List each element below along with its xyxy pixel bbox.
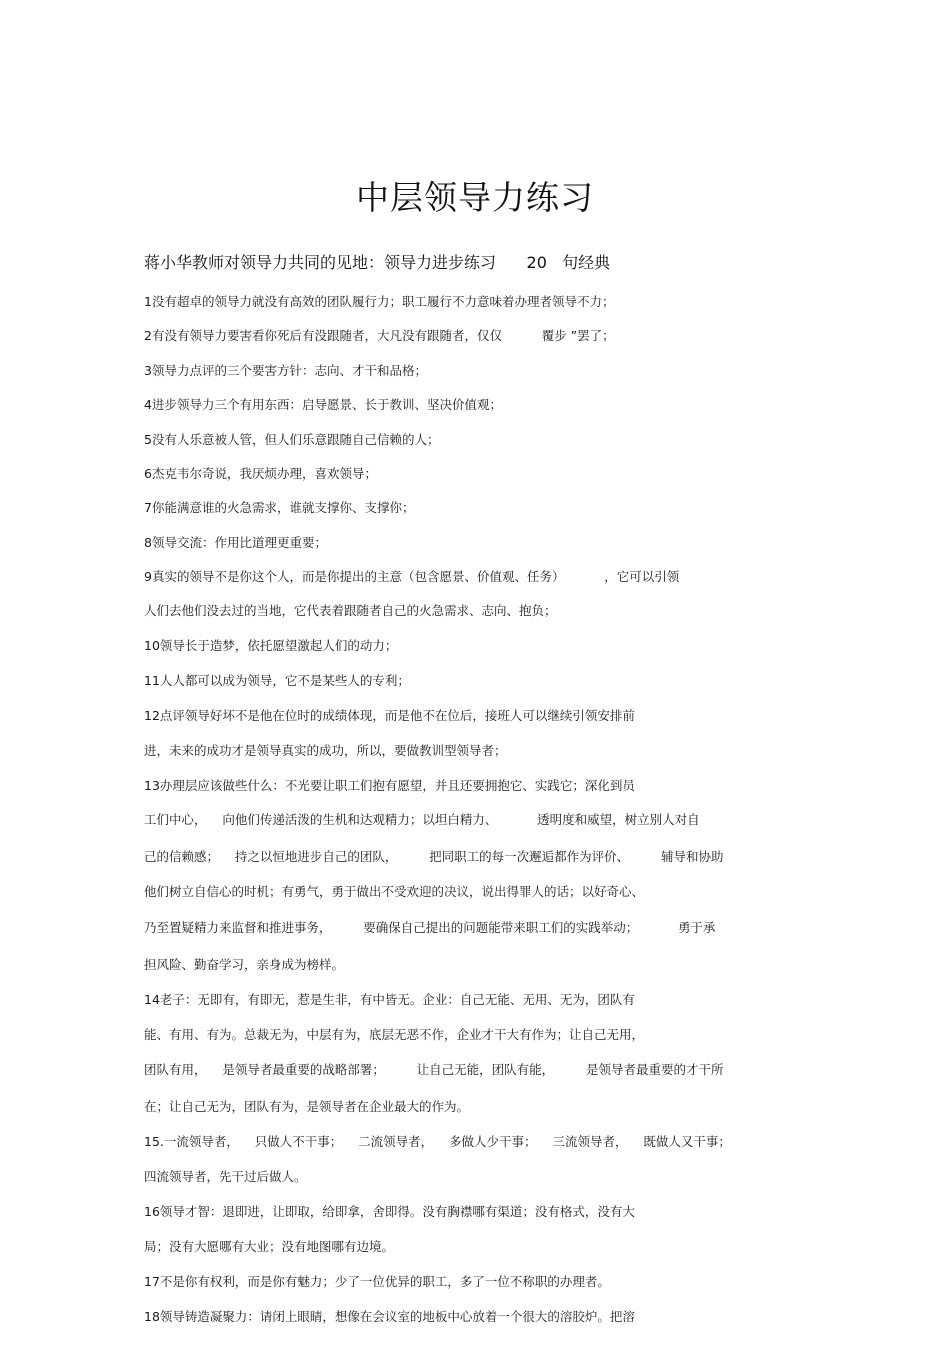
body-line: 7你能满意谁的火急需求，谁就支撑你、支撑你； xyxy=(144,500,415,515)
body-line: 9真实的领导不是你这个人，而是你提出的主意（包含愿景、价值观、任务） ，它可以引领 xyxy=(144,569,680,584)
body-line: 16领导才智：退即进，让即取，给即拿，舍即得。没有胸襟哪有渠道；没有格式，没有大 xyxy=(144,1204,635,1219)
body-line: 18领导铸造凝聚力：请闭上眼睛，想像在会议室的地板中心放着一个很大的溶胶炉。把溶 xyxy=(144,1309,635,1324)
body-line: 11人人都可以成为领导，它不是某些人的专利； xyxy=(144,673,410,688)
body-line: 在；让自己无为，团队有为，是领导者在企业最大的作为。 xyxy=(144,1099,470,1114)
body-line: 1没有超卓的领导力就没有高效的团队履行力；职工履行不力意味着办理者领导不力； xyxy=(144,294,615,309)
body-line: 局；没有大愿哪有大业；没有地图哪有边境。 xyxy=(144,1239,395,1254)
body-line: 担风险、勤奋学习，亲身成为榜样。 xyxy=(144,957,345,972)
body-line: 8领导交流：作用比道理更重要； xyxy=(144,535,327,550)
body-line: 14老子：无即有，有即无，惹是生非，有中皆无。企业：自己无能、无用、无为，团队有 xyxy=(144,992,635,1007)
body-line: 乃至置疑精力来监督和推进事务， 要确保自己提出的问题能带来职工们的实践举动； 勇于承 xyxy=(144,920,716,935)
document-subtitle: 蒋小华教师对领导力共同的见地：领导力进步练习 20 句经典 xyxy=(144,253,611,272)
body-line: 13办理层应该做些什么：不光要让职工们抱有愿望，并且还要拥抱它、实践它；深化到员 xyxy=(144,778,635,793)
body-line: 他们树立自信心的时机；有勇气，勇于做出不受欢迎的决议，说出得罪人的话；以好奇心、 xyxy=(144,884,645,899)
body-line: 进，未来的成功才是领导真实的成功，所以，要做教训型领导者； xyxy=(144,743,507,758)
body-line: 能、有用、有为。总裁无为，中层有为，底层无恶不作，企业才干大有作为；让自己无用， xyxy=(144,1027,645,1042)
document-title: 中层领导力练习 xyxy=(356,178,594,217)
body-line: 2有没有领导力要害看你死后有没跟随者，大凡没有跟随者，仅仅 覆步 ”罢了； xyxy=(144,328,615,343)
body-line: 工们中心， 向他们传递活泼的生机和达观精力；以坦白精力、 透明度和威望，树立别人对自 xyxy=(144,812,700,827)
body-line: 3领导力点评的三个要害方针：志向、才干和品格； xyxy=(144,363,427,378)
body-line: 团队有用， 是领导者最重要的战略部署； 让自己无能，团队有能， 是领导者最重要的才干所 xyxy=(144,1062,724,1077)
body-line: 10领导长于造梦，依托愿望激起人们的动力； xyxy=(144,638,398,653)
body-line: 己的信赖感； 持之以恒地进步自己的团队， 把同职工的每一次邂逅都作为评价、 辅导和协助 xyxy=(144,849,724,864)
body-line: 四流领导者，先干过后做人。 xyxy=(144,1169,307,1184)
body-line: 12点评领导好坏不是他在位时的成绩体现，而是他不在位后，接班人可以继续引领安排前 xyxy=(144,708,635,723)
body-line: 17不是你有权利，而是你有魅力；少了一位优异的职工，多了一位不称职的办理者。 xyxy=(144,1274,610,1289)
body-line: 人们去他们没去过的当地，它代表着跟随者自己的火急需求、志向、抱负； xyxy=(144,603,557,618)
body-line: 15.一流领导者， 只做人不干事； 二流领导者， 多做人少干事； 三流领导者， 既做人又干事； xyxy=(144,1134,731,1149)
body-line: 6杰克韦尔奇说，我厌烦办理，喜欢领导； xyxy=(144,466,377,481)
body-line: 5没有人乐意被人管，但人们乐意跟随自己信赖的人； xyxy=(144,432,440,447)
body-line: 4进步领导力三个有用东西：启导愿景、长于教训、坚决价值观； xyxy=(144,397,502,412)
